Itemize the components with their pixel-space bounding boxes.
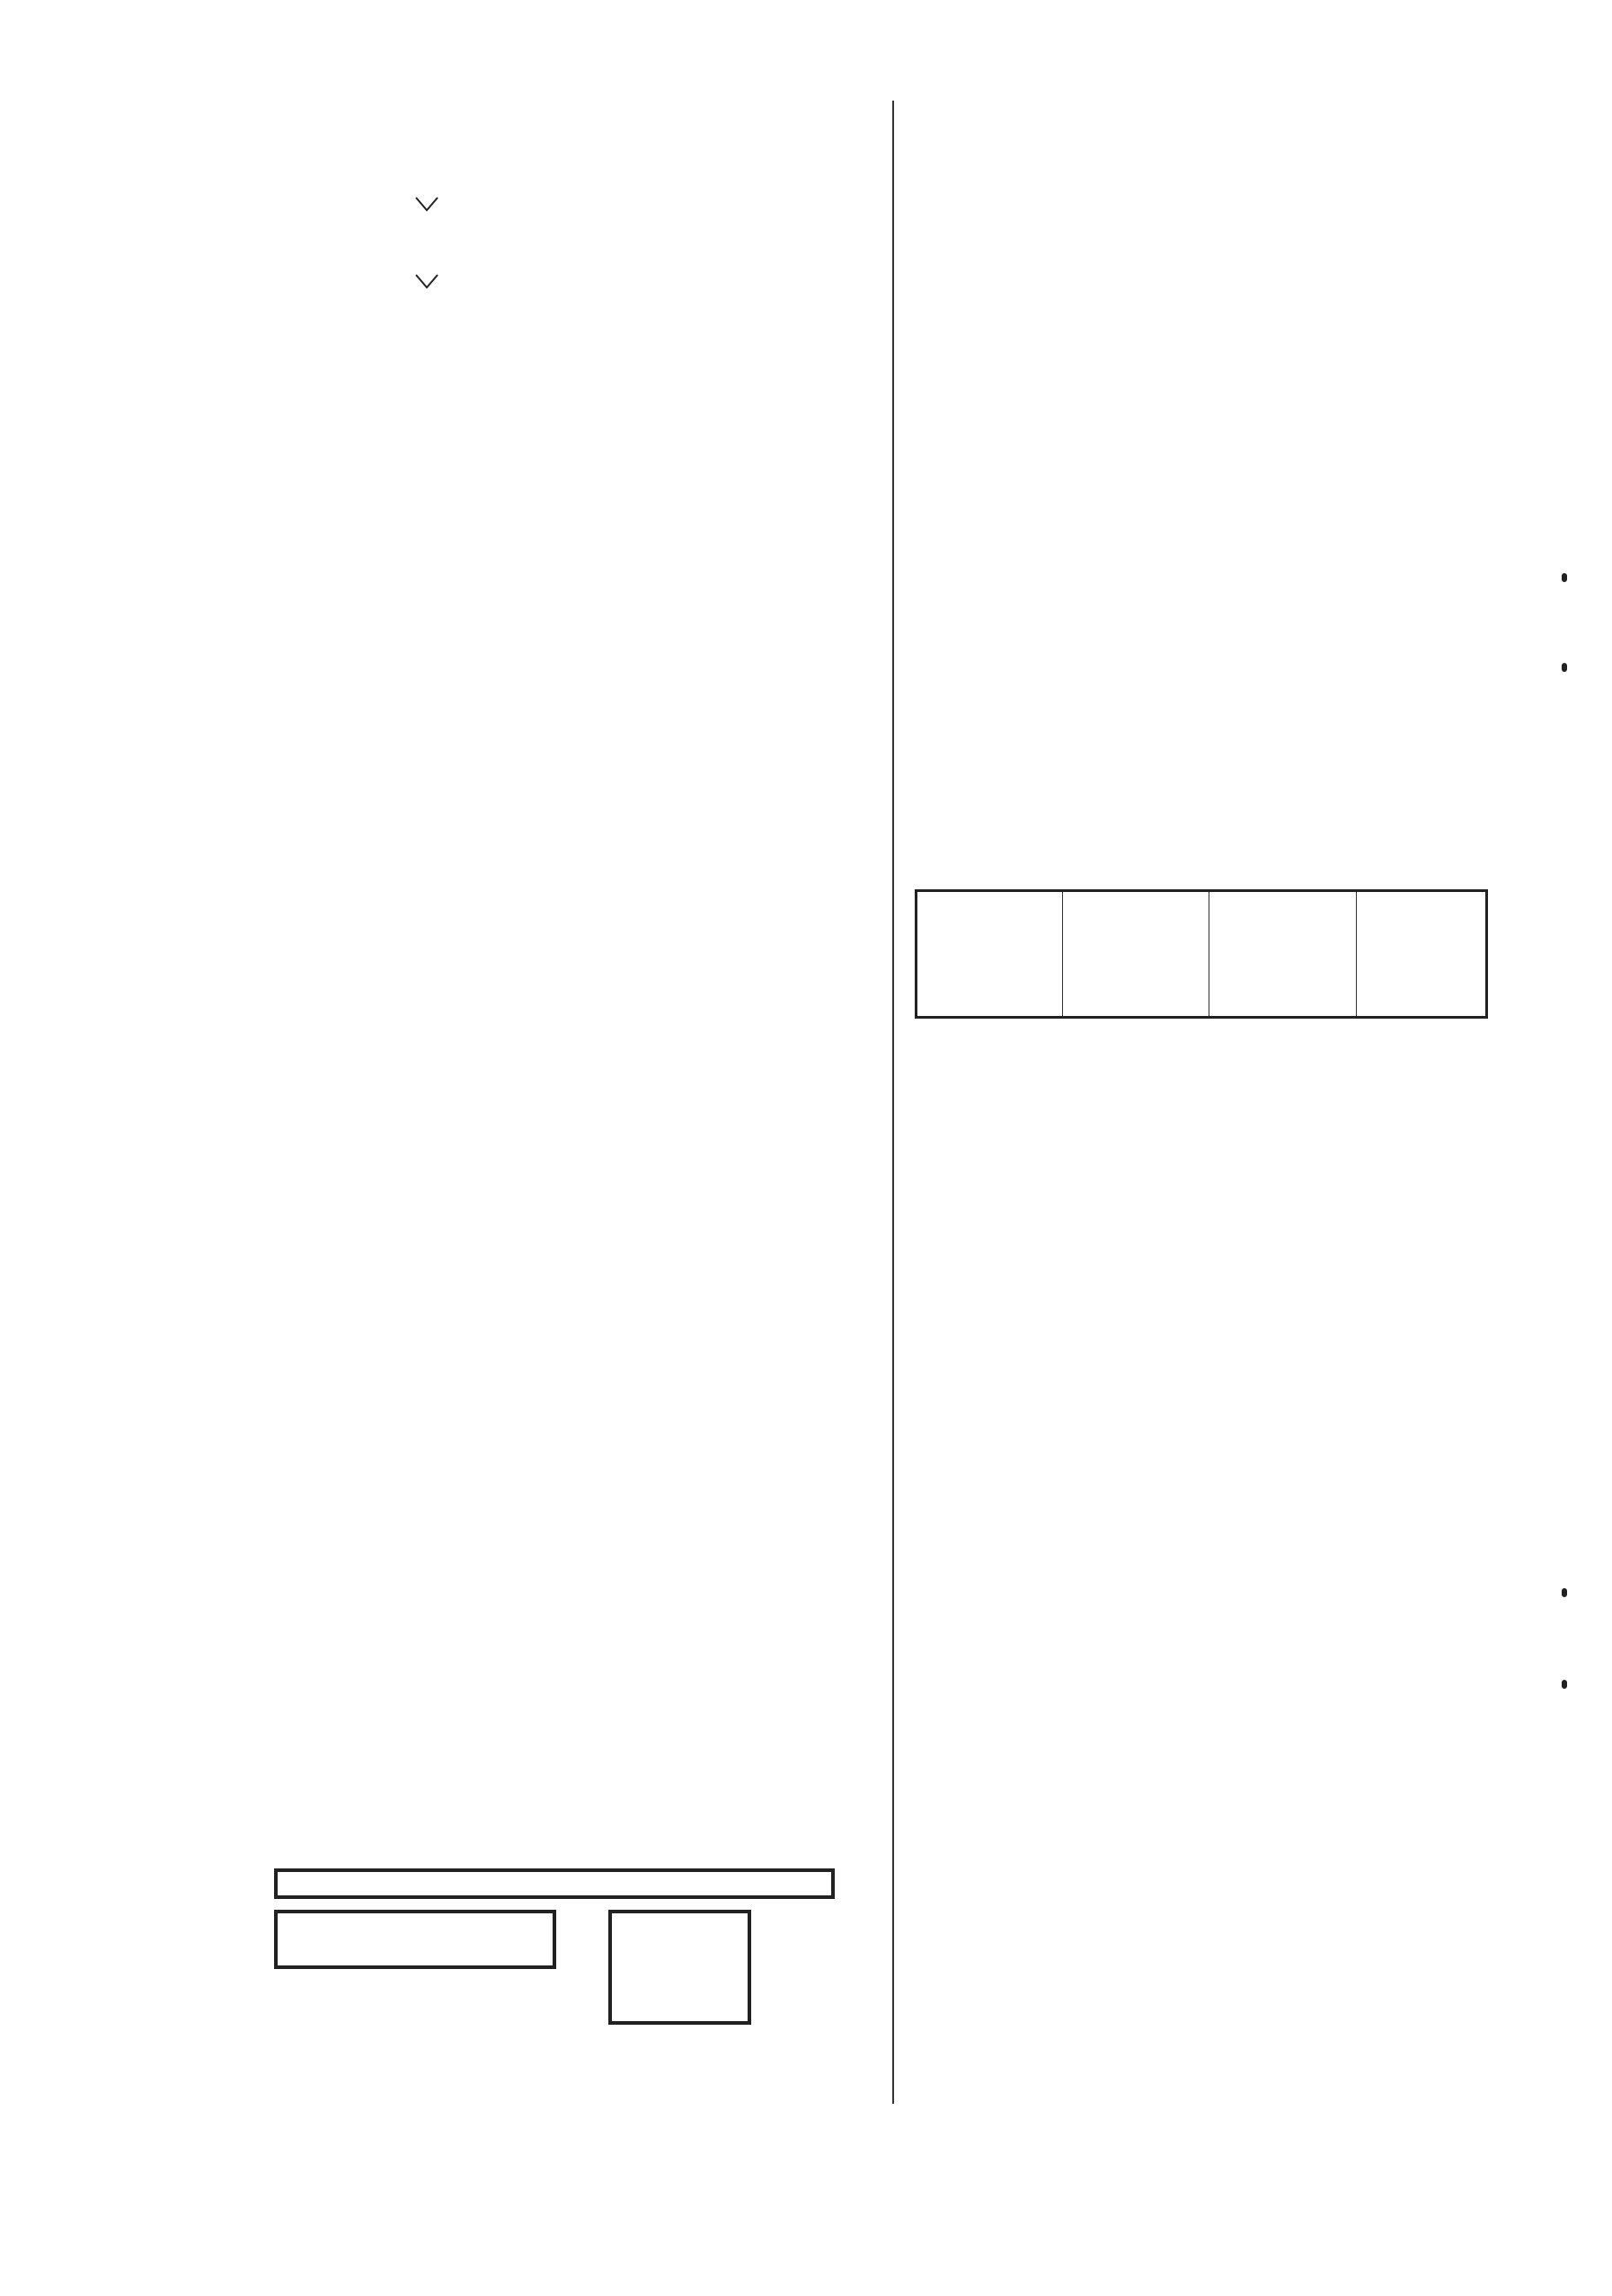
page-number [0,2165,1612,2204]
line-certain [340,237,350,277]
table-header-rectangles [1063,891,1209,1018]
stage-1-1 [284,649,295,688]
right-answer-3-2 [972,225,983,264]
right-answer-3-1 [922,160,933,199]
stage-1-2 [332,713,343,753]
right-answer-4-2 [972,489,983,528]
table-header-prime-or-composite [1356,891,1486,1018]
stage-1-3 [332,778,343,817]
table-header-count [917,891,1063,1018]
line-possible [340,160,350,199]
dot-mark-icon [415,273,438,289]
dot-mark-icon [415,196,438,212]
stage-3-3 [329,1559,340,1599]
prime-composite-table [915,889,1488,1019]
right-answer-3-3 [972,289,983,329]
margin-dot [1562,1680,1567,1689]
margin-dot [1562,573,1567,582]
answer-6-3 [334,444,345,483]
stage-1-5 [332,1103,343,1143]
stage-1-4 [332,844,343,884]
margin-dot [1562,663,1567,672]
margin-dot [1562,1588,1567,1597]
table-header-factors [1209,891,1356,1018]
column-divider [892,101,894,2104]
rectangle-grid-figure [274,1868,838,2048]
answer-6-2 [334,379,345,419]
answer-6-1 [288,314,298,354]
stage-3-2 [329,1493,340,1532]
right-answer-4-1 [922,358,933,397]
